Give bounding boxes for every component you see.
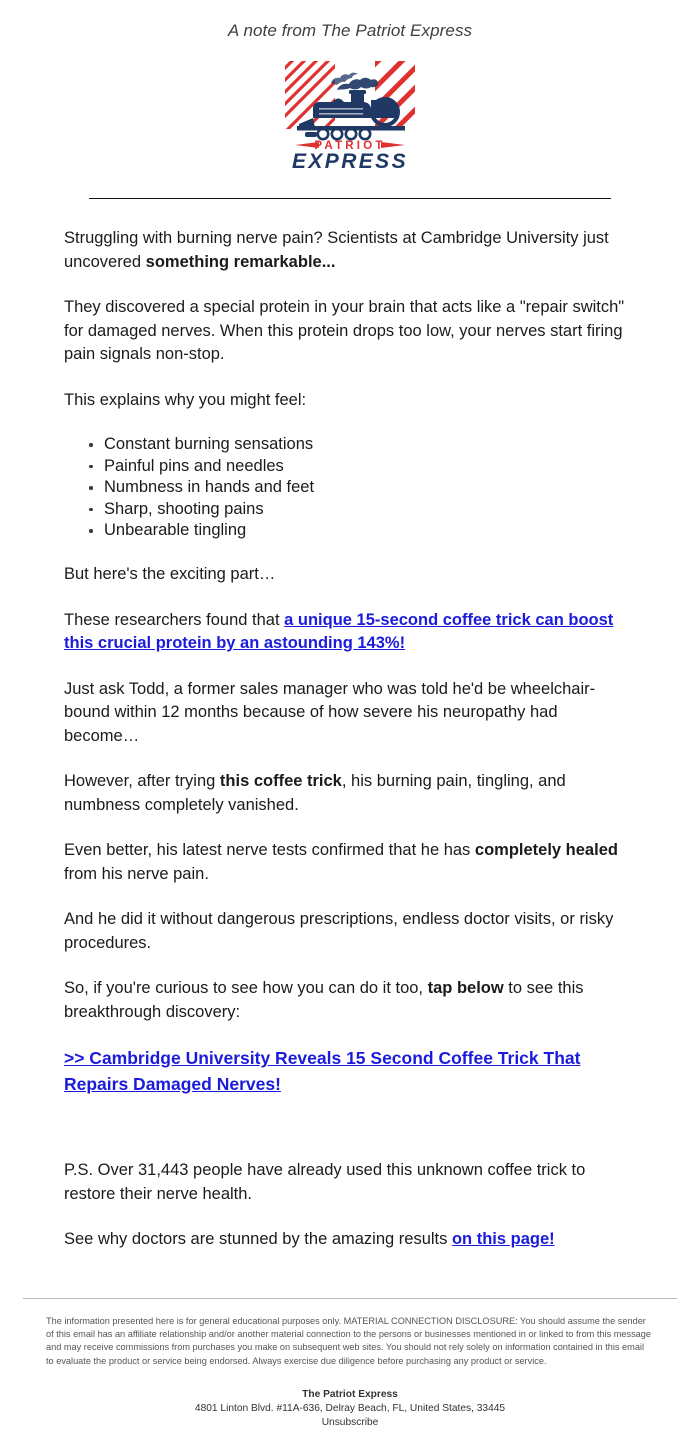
result-text-lead: However, after trying xyxy=(64,772,220,790)
steam-locomotive-icon xyxy=(275,56,425,171)
logo-wordmark-express: EXPRESS xyxy=(291,150,409,171)
list-item: Painful pins and needles xyxy=(104,456,636,477)
paragraph-postscript: P.S. Over 31,443 people have already used this unknown coffee trick to restore their nerve health. xyxy=(64,1161,586,1203)
paragraph-testimonial-result xyxy=(64,770,636,817)
paragraph-nerve-tests xyxy=(64,839,636,886)
list-item: Unbearable tingling xyxy=(104,520,636,541)
nerve-tests-emphasis: completely healed xyxy=(474,841,618,859)
paragraph-closing xyxy=(64,1228,636,1252)
unsubscribe-link[interactable]: Unsubscribe xyxy=(321,1417,379,1429)
disclaimer-text: The information presented here is for general educational purposes only. MATERIAL CONNECTION DISCLOSURE: You should assume the sender of this email has an affiliate relationship and/or another material connection to the persons or businesses mentioned in or linked to from this message and may receive commissions from purchases you make on subsequent web sites. You should not rely solely on information contained in this email to evaluate the product or service being endorsed. Always exercise due diligence before purchasing any product or service. xyxy=(46,1315,652,1366)
result-text-tail: , his burning pain, tingling, and numbness completely vanished. xyxy=(64,772,566,814)
nerve-tests-tail: from his nerve pain. xyxy=(64,864,209,883)
paragraph-testimonial-intro: Just ask Todd, a former sales manager who was told he'd be wheelchair-bound within 12 months because of how severe his neuropathy had become… xyxy=(64,679,596,745)
researchers-text-lead: These researchers found that xyxy=(64,610,285,629)
closing-text-lead: See why doctors are stunned by the amazing results xyxy=(64,1230,452,1248)
brand-logo xyxy=(0,56,700,171)
symptoms-list xyxy=(64,434,636,541)
this-page-link[interactable]: on this page! xyxy=(451,1230,555,1248)
cta-link[interactable]: >> Cambridge University Reveals 15 Second Coffee Trick That Repairs Damaged Nerves! xyxy=(64,1048,581,1094)
tap-below-tail: to see this breakthrough discovery: xyxy=(64,979,584,1021)
result-text-emphasis: this coffee trick xyxy=(219,772,342,790)
tap-below-lead: So, if you're curious to see how you can do it too, xyxy=(64,979,428,997)
coffee-trick-link[interactable]: a unique 15-second coffee trick can boost this crucial protein by an astounding 143%! xyxy=(64,610,614,652)
paragraph-tap-below xyxy=(64,977,636,1024)
footer-org-name: The Patriot Express xyxy=(302,1389,398,1401)
footer-divider xyxy=(0,1274,700,1299)
list-item: Numbness in hands and feet xyxy=(104,477,636,498)
tap-below-emphasis: tap below xyxy=(427,979,504,997)
email-content xyxy=(0,227,700,1252)
paragraph-researchers xyxy=(64,609,636,656)
paragraph-intro xyxy=(64,227,636,274)
cta-spacer xyxy=(64,1097,636,1159)
intro-text-emphasis: something remarkable... xyxy=(145,252,336,271)
paragraph-cta xyxy=(64,1046,636,1097)
list-item: Sharp, shooting pains xyxy=(104,499,636,520)
preheader-text: A note from The Patriot Express xyxy=(227,21,473,40)
paragraph-no-prescriptions: And he did it without dangerous prescriptions, endless doctor visits, or risky procedures. xyxy=(64,910,614,952)
paragraph-discovery: They discovered a special protein in your brain that acts like a "repair switch" for damaged nerves. When this protein drops too low, your nerves start firing pain signals non-stop. xyxy=(64,298,625,363)
footer-address: 4801 Linton Blvd. #11A-636, Delray Beach, FL, United States, 33445 xyxy=(194,1403,506,1415)
logo-wordmark-patriot: PATRIOT xyxy=(314,140,386,152)
header-divider xyxy=(0,171,700,199)
list-item: Constant burning sensations xyxy=(104,434,636,455)
nerve-tests-lead: Even better, his latest nerve tests confirmed that he has xyxy=(64,841,475,859)
paragraph-symptoms-lead: This explains why you might feel: xyxy=(64,390,307,409)
paragraph-teaser: But here's the exciting part… xyxy=(64,565,276,583)
intro-text-lead: Struggling with burning nerve pain? Scientists at Cambridge University just uncovered xyxy=(64,229,609,271)
